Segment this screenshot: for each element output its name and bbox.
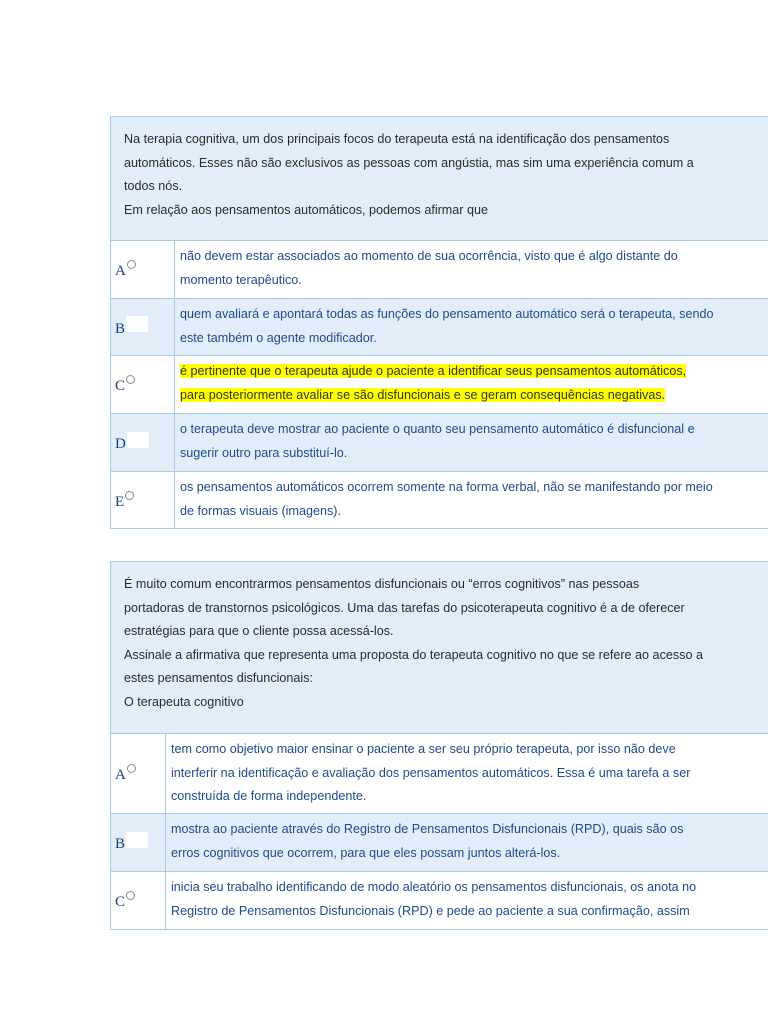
stem-line: O terapeuta cognitivo <box>124 694 244 709</box>
question-2 <box>110 561 768 930</box>
highlighted-option-line: é pertinente que o terapeuta ajude o paciente a identificar seus pensamentos automáticos, <box>180 364 687 378</box>
option-line: inicia seu trabalho identificando de modo aleatório os pensamentos disfuncionais, os anota no <box>171 880 697 894</box>
radio-button[interactable] <box>127 260 136 269</box>
option-line: tem como objetivo maior ensinar o paciente a ser seu próprio terapeuta, por isso não deve <box>171 742 676 756</box>
question-1-stem <box>111 117 768 241</box>
option-line: construída de forma independente. <box>171 789 367 804</box>
question-1 <box>110 116 768 529</box>
radio-button[interactable] <box>127 764 136 773</box>
stem-line: Em relação aos pensamentos automáticos, podemos afirmar que <box>124 202 489 217</box>
option-line: sugerir outro para substituí-lo. <box>180 445 348 460</box>
q2-option-a[interactable] <box>111 734 768 814</box>
option-line: erros cognitivos que ocorrem, para que eles possam juntos alterá-los. <box>171 845 561 860</box>
option-line: de formas visuais (imagens). <box>180 503 341 518</box>
stem-line: automáticos. Esses não são exclusivos as pessoas com angústia, mas sim uma experiência comum a <box>124 155 694 170</box>
option-letter: B <box>115 836 126 852</box>
radio-button[interactable] <box>125 491 134 500</box>
q1-option-c[interactable] <box>111 356 768 414</box>
option-line: não devem estar associados ao momento de sua ocorrência, visto que é algo distante do <box>180 249 678 263</box>
option-text <box>175 299 768 355</box>
q1-option-a[interactable] <box>111 241 768 299</box>
stem-line: todos nós. <box>124 179 183 194</box>
option-letter-cell <box>111 814 166 871</box>
stem-line: estratégias para que o cliente possa acessá-los. <box>124 624 394 639</box>
option-line: os pensamentos automáticos ocorrem somente na forma verbal, não se manifestando por meio <box>180 480 713 494</box>
stem-line: É muito comum encontrarmos pensamentos disfuncionais ou “erros cognitivos” nas pessoas <box>124 577 640 591</box>
option-line: interferir na identificação e avaliação dos pensamentos automáticos. Essa é uma tarefa a ser <box>171 765 691 780</box>
radio-button[interactable] <box>126 832 148 848</box>
option-line: Registro de Pensamentos Disfuncionais (RPD) e pede ao paciente a sua confirmação, assim <box>171 903 690 918</box>
option-letter: A <box>115 767 126 783</box>
option-text <box>175 356 768 413</box>
option-letter: E <box>115 493 125 510</box>
radio-button[interactable] <box>126 316 148 332</box>
option-letter: C <box>115 894 126 910</box>
q2-option-b[interactable] <box>111 814 768 872</box>
option-text <box>166 814 768 871</box>
stem-line: Assinale a afirmativa que representa uma proposta do terapeuta cognitivo no que se refere ao acesso a <box>124 647 703 662</box>
q2-option-c[interactable] <box>111 872 768 930</box>
option-letter-cell <box>111 299 175 355</box>
radio-button[interactable] <box>126 891 135 900</box>
option-text <box>175 472 768 528</box>
option-letter-cell <box>111 472 175 528</box>
option-letter: B <box>115 320 126 337</box>
option-text <box>166 734 768 813</box>
option-letter: A <box>115 263 126 279</box>
stem-line: estes pensamentos disfuncionais: <box>124 671 314 686</box>
option-letter: D <box>115 436 126 452</box>
option-line: mostra ao paciente através do Registro de Pensamentos Disfuncionais (RPD), quais são os <box>171 822 684 836</box>
option-letter-cell <box>111 872 166 929</box>
option-letter-cell <box>111 241 175 298</box>
option-line: quem avaliará e apontará todas as funções do pensamento automático será o terapeuta, sendo <box>180 307 714 321</box>
question-2-stem <box>111 562 768 734</box>
option-text <box>175 414 768 471</box>
stem-line: portadoras de transtornos psicológicos. Uma das tarefas do psicoterapeuta cognitivo é a de oferecer <box>124 600 685 615</box>
radio-button[interactable] <box>127 432 149 448</box>
option-letter-cell <box>111 734 166 813</box>
option-line: o terapeuta deve mostrar ao paciente o quanto seu pensamento automático é disfuncional e <box>180 422 695 436</box>
option-letter-cell <box>111 414 175 471</box>
option-text <box>166 872 768 929</box>
option-line: este também o agente modificador. <box>180 330 377 345</box>
option-letter: C <box>115 378 126 394</box>
q1-option-b[interactable] <box>111 299 768 356</box>
radio-button[interactable] <box>126 375 135 384</box>
option-text <box>175 241 768 298</box>
option-line: momento terapêutico. <box>180 272 302 287</box>
stem-line: Na terapia cognitiva, um dos principais focos do terapeuta está na identificação dos pensamentos <box>124 132 670 146</box>
q1-option-d[interactable] <box>111 414 768 472</box>
highlighted-option-line: para posteriormente avaliar se são disfuncionais e se geram consequências negativas. <box>180 387 666 402</box>
option-letter-cell <box>111 356 175 413</box>
q1-option-e[interactable] <box>111 472 768 529</box>
